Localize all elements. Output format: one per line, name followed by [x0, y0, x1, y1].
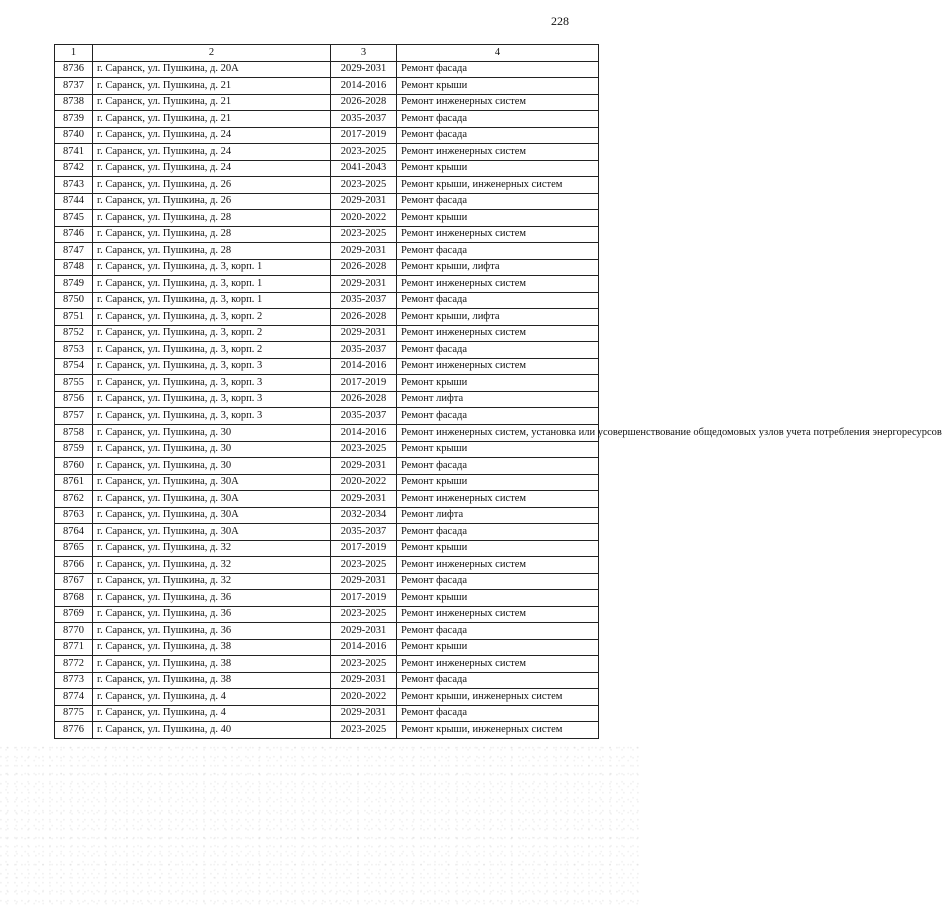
period-cell: 2029-2031 [331, 276, 397, 293]
address-cell: г. Саранск, ул. Пушкина, д. 4 [93, 689, 331, 706]
column-header-address: 2 [93, 45, 331, 62]
period-cell: 2029-2031 [331, 573, 397, 590]
address-cell: г. Саранск, ул. Пушкина, д. 30А [93, 474, 331, 491]
table-row [55, 111, 599, 128]
work-type-cell: Ремонт инженерных систем [397, 325, 599, 342]
work-type-cell: Ремонт инженерных систем [397, 226, 599, 243]
row-number-cell: 8736 [55, 61, 93, 78]
period-cell: 2029-2031 [331, 458, 397, 475]
work-type-cell: Ремонт крыши [397, 540, 599, 557]
work-type-cell: Ремонт лифта [397, 507, 599, 524]
work-type-cell: Ремонт лифта [397, 391, 599, 408]
table-row [55, 458, 599, 475]
row-number-cell: 8774 [55, 689, 93, 706]
row-number-cell: 8754 [55, 358, 93, 375]
period-cell: 2029-2031 [331, 325, 397, 342]
table-row [55, 524, 599, 541]
row-number-cell: 8773 [55, 672, 93, 689]
period-cell: 2035-2037 [331, 292, 397, 309]
address-cell: г. Саранск, ул. Пушкина, д. 3, корп. 1 [93, 276, 331, 293]
work-type-cell: Ремонт инженерных систем, установка или усовершенствование общедомовых узлов учета потребления энергоресурсов [397, 424, 599, 441]
work-type-cell: Ремонт инженерных систем [397, 656, 599, 673]
period-cell: 2023-2025 [331, 177, 397, 194]
work-type-cell: Ремонт фасада [397, 524, 599, 541]
work-type-cell: Ремонт крыши [397, 210, 599, 227]
row-number-cell: 8743 [55, 177, 93, 194]
period-cell: 2023-2025 [331, 144, 397, 161]
work-type-cell: Ремонт крыши [397, 375, 599, 392]
address-cell: г. Саранск, ул. Пушкина, д. 4 [93, 705, 331, 722]
row-number-cell: 8756 [55, 391, 93, 408]
table-row [55, 375, 599, 392]
period-cell: 2026-2028 [331, 259, 397, 276]
row-number-cell: 8772 [55, 656, 93, 673]
work-type-cell: Ремонт фасада [397, 292, 599, 309]
table-row [55, 705, 599, 722]
work-type-cell: Ремонт фасада [397, 111, 599, 128]
row-number-cell: 8752 [55, 325, 93, 342]
row-number-cell: 8739 [55, 111, 93, 128]
address-cell: г. Саранск, ул. Пушкина, д. 21 [93, 78, 331, 95]
work-type-cell: Ремонт фасада [397, 458, 599, 475]
period-cell: 2017-2019 [331, 590, 397, 607]
address-cell: г. Саранск, ул. Пушкина, д. 20А [93, 61, 331, 78]
work-type-cell: Ремонт фасада [397, 127, 599, 144]
address-cell: г. Саранск, ул. Пушкина, д. 36 [93, 606, 331, 623]
row-number-cell: 8737 [55, 78, 93, 95]
period-cell: 2029-2031 [331, 243, 397, 260]
period-cell: 2029-2031 [331, 705, 397, 722]
registry-table [54, 44, 942, 739]
table-row [55, 127, 599, 144]
work-type-cell: Ремонт инженерных систем [397, 606, 599, 623]
table-row [55, 61, 599, 78]
address-cell: г. Саранск, ул. Пушкина, д. 38 [93, 639, 331, 656]
row-number-cell: 8765 [55, 540, 93, 557]
row-number-cell: 8741 [55, 144, 93, 161]
address-cell: г. Саранск, ул. Пушкина, д. 3, корп. 2 [93, 309, 331, 326]
address-cell: г. Саранск, ул. Пушкина, д. 28 [93, 243, 331, 260]
period-cell: 2014-2016 [331, 424, 397, 441]
address-cell: г. Саранск, ул. Пушкина, д. 28 [93, 210, 331, 227]
row-number-cell: 8738 [55, 94, 93, 111]
work-type-cell: Ремонт крыши [397, 639, 599, 656]
period-cell: 2026-2028 [331, 94, 397, 111]
table-row [55, 309, 599, 326]
period-cell: 2029-2031 [331, 491, 397, 508]
work-type-cell: Ремонт инженерных систем [397, 276, 599, 293]
address-cell: г. Саранск, ул. Пушкина, д. 38 [93, 656, 331, 673]
address-cell: г. Саранск, ул. Пушкина, д. 3, корп. 3 [93, 391, 331, 408]
work-type-cell: Ремонт фасада [397, 342, 599, 359]
address-cell: г. Саранск, ул. Пушкина, д. 30 [93, 458, 331, 475]
column-header-period: 3 [331, 45, 397, 62]
period-cell: 2029-2031 [331, 672, 397, 689]
period-cell: 2041-2043 [331, 160, 397, 177]
period-cell: 2029-2031 [331, 61, 397, 78]
address-cell: г. Саранск, ул. Пушкина, д. 26 [93, 193, 331, 210]
table-row [55, 507, 599, 524]
table-row [55, 540, 599, 557]
row-number-cell: 8770 [55, 623, 93, 640]
period-cell: 2029-2031 [331, 623, 397, 640]
address-cell: г. Саранск, ул. Пушкина, д. 3, корп. 3 [93, 408, 331, 425]
table-row [55, 144, 599, 161]
work-type-cell: Ремонт крыши, инженерных систем [397, 177, 599, 194]
period-cell: 2023-2025 [331, 557, 397, 574]
row-number-cell: 8746 [55, 226, 93, 243]
table-row [55, 623, 599, 640]
work-type-cell: Ремонт инженерных систем [397, 557, 599, 574]
period-cell: 2026-2028 [331, 391, 397, 408]
address-cell: г. Саранск, ул. Пушкина, д. 24 [93, 144, 331, 161]
row-number-cell: 8749 [55, 276, 93, 293]
address-cell: г. Саранск, ул. Пушкина, д. 36 [93, 590, 331, 607]
row-number-cell: 8761 [55, 474, 93, 491]
table-row [55, 226, 599, 243]
table-row [55, 94, 599, 111]
period-cell: 2035-2037 [331, 408, 397, 425]
work-type-cell: Ремонт крыши [397, 78, 599, 95]
work-type-cell: Ремонт крыши [397, 441, 599, 458]
work-type-cell: Ремонт фасада [397, 573, 599, 590]
table-row [55, 441, 599, 458]
row-number-cell: 8760 [55, 458, 93, 475]
period-cell: 2035-2037 [331, 524, 397, 541]
work-type-cell: Ремонт крыши [397, 590, 599, 607]
period-cell: 2017-2019 [331, 375, 397, 392]
address-cell: г. Саранск, ул. Пушкина, д. 30А [93, 491, 331, 508]
work-type-cell: Ремонт фасада [397, 243, 599, 260]
table-row [55, 408, 599, 425]
period-cell: 2023-2025 [331, 656, 397, 673]
row-number-cell: 8776 [55, 722, 93, 739]
address-cell: г. Саранск, ул. Пушкина, д. 24 [93, 160, 331, 177]
table-row [55, 325, 599, 342]
period-cell: 2017-2019 [331, 127, 397, 144]
address-cell: г. Саранск, ул. Пушкина, д. 26 [93, 177, 331, 194]
row-number-cell: 8745 [55, 210, 93, 227]
period-cell: 2023-2025 [331, 441, 397, 458]
period-cell: 2023-2025 [331, 722, 397, 739]
address-cell: г. Саранск, ул. Пушкина, д. 32 [93, 557, 331, 574]
row-number-cell: 8767 [55, 573, 93, 590]
work-type-cell: Ремонт крыши [397, 160, 599, 177]
row-number-cell: 8751 [55, 309, 93, 326]
table-row [55, 243, 599, 260]
scan-noise [0, 745, 639, 905]
row-number-cell: 8757 [55, 408, 93, 425]
period-cell: 2035-2037 [331, 111, 397, 128]
period-cell: 2020-2022 [331, 689, 397, 706]
address-cell: г. Саранск, ул. Пушкина, д. 3, корп. 1 [93, 292, 331, 309]
work-type-cell: Ремонт крыши, лифта [397, 259, 599, 276]
period-cell: 2023-2025 [331, 226, 397, 243]
period-cell: 2020-2022 [331, 210, 397, 227]
work-type-cell: Ремонт инженерных систем [397, 358, 599, 375]
address-cell: г. Саранск, ул. Пушкина, д. 38 [93, 672, 331, 689]
period-cell: 2014-2016 [331, 639, 397, 656]
address-cell: г. Саранск, ул. Пушкина, д. 30 [93, 441, 331, 458]
work-type-cell: Ремонт фасада [397, 408, 599, 425]
row-number-cell: 8769 [55, 606, 93, 623]
table-row [55, 424, 599, 441]
table-row [55, 557, 599, 574]
work-type-cell: Ремонт фасада [397, 193, 599, 210]
table-row [55, 259, 599, 276]
row-number-cell: 8775 [55, 705, 93, 722]
period-cell: 2014-2016 [331, 78, 397, 95]
address-cell: г. Саранск, ул. Пушкина, д. 21 [93, 94, 331, 111]
row-number-cell: 8755 [55, 375, 93, 392]
row-number-cell: 8766 [55, 557, 93, 574]
work-type-cell: Ремонт инженерных систем [397, 94, 599, 111]
row-number-cell: 8750 [55, 292, 93, 309]
table-row [55, 656, 599, 673]
address-cell: г. Саранск, ул. Пушкина, д. 28 [93, 226, 331, 243]
table-header-row [55, 45, 599, 62]
row-number-cell: 8748 [55, 259, 93, 276]
row-number-cell: 8744 [55, 193, 93, 210]
period-cell: 2026-2028 [331, 309, 397, 326]
table-row [55, 573, 599, 590]
period-cell: 2017-2019 [331, 540, 397, 557]
address-cell: г. Саранск, ул. Пушкина, д. 3, корп. 2 [93, 342, 331, 359]
table-row [55, 210, 599, 227]
address-cell: г. Саранск, ул. Пушкина, д. 30А [93, 507, 331, 524]
work-type-cell: Ремонт крыши [397, 474, 599, 491]
address-cell: г. Саранск, ул. Пушкина, д. 30А [93, 524, 331, 541]
row-number-cell: 8763 [55, 507, 93, 524]
table-row [55, 689, 599, 706]
address-cell: г. Саранск, ул. Пушкина, д. 36 [93, 623, 331, 640]
address-cell: г. Саранск, ул. Пушкина, д. 3, корп. 3 [93, 375, 331, 392]
table-row [55, 177, 599, 194]
table-row [55, 292, 599, 309]
period-cell: 2032-2034 [331, 507, 397, 524]
work-type-cell: Ремонт крыши, инженерных систем [397, 689, 599, 706]
row-number-cell: 8768 [55, 590, 93, 607]
row-number-cell: 8759 [55, 441, 93, 458]
work-type-cell: Ремонт крыши, инженерных систем [397, 722, 599, 739]
address-cell: г. Саранск, ул. Пушкина, д. 3, корп. 1 [93, 259, 331, 276]
row-number-cell: 8758 [55, 424, 93, 441]
row-number-cell: 8753 [55, 342, 93, 359]
table-row [55, 391, 599, 408]
table-row [55, 672, 599, 689]
address-cell: г. Саранск, ул. Пушкина, д. 21 [93, 111, 331, 128]
period-cell: 2035-2037 [331, 342, 397, 359]
table-row [55, 606, 599, 623]
row-number-cell: 8771 [55, 639, 93, 656]
row-number-cell: 8764 [55, 524, 93, 541]
period-cell: 2023-2025 [331, 606, 397, 623]
table-row [55, 276, 599, 293]
column-header-number: 1 [55, 45, 93, 62]
table-row [55, 474, 599, 491]
work-type-cell: Ремонт фасада [397, 61, 599, 78]
row-number-cell: 8742 [55, 160, 93, 177]
work-type-cell: Ремонт фасада [397, 623, 599, 640]
table-row [55, 491, 599, 508]
row-number-cell: 8747 [55, 243, 93, 260]
address-cell: г. Саранск, ул. Пушкина, д. 40 [93, 722, 331, 739]
table-row [55, 639, 599, 656]
work-type-cell: Ремонт инженерных систем [397, 491, 599, 508]
address-cell: г. Саранск, ул. Пушкина, д. 30 [93, 424, 331, 441]
work-type-cell: Ремонт крыши, лифта [397, 309, 599, 326]
row-number-cell: 8740 [55, 127, 93, 144]
period-cell: 2014-2016 [331, 358, 397, 375]
work-type-cell: Ремонт фасада [397, 705, 599, 722]
table-row [55, 193, 599, 210]
address-cell: г. Саранск, ул. Пушкина, д. 32 [93, 573, 331, 590]
work-type-cell: Ремонт инженерных систем [397, 144, 599, 161]
row-number-cell: 8762 [55, 491, 93, 508]
address-cell: г. Саранск, ул. Пушкина, д. 3, корп. 3 [93, 358, 331, 375]
page-number: 228 [551, 14, 569, 28]
table-row [55, 160, 599, 177]
table-row [55, 590, 599, 607]
address-cell: г. Саранск, ул. Пушкина, д. 32 [93, 540, 331, 557]
period-cell: 2020-2022 [331, 474, 397, 491]
work-type-cell: Ремонт фасада [397, 672, 599, 689]
address-cell: г. Саранск, ул. Пушкина, д. 24 [93, 127, 331, 144]
column-header-work: 4 [397, 45, 599, 62]
table-body [55, 61, 942, 738]
period-cell: 2029-2031 [331, 193, 397, 210]
table-row [55, 722, 599, 739]
table-row [55, 342, 599, 359]
address-cell: г. Саранск, ул. Пушкина, д. 3, корп. 2 [93, 325, 331, 342]
table-row [55, 358, 599, 375]
table-row [55, 78, 599, 95]
